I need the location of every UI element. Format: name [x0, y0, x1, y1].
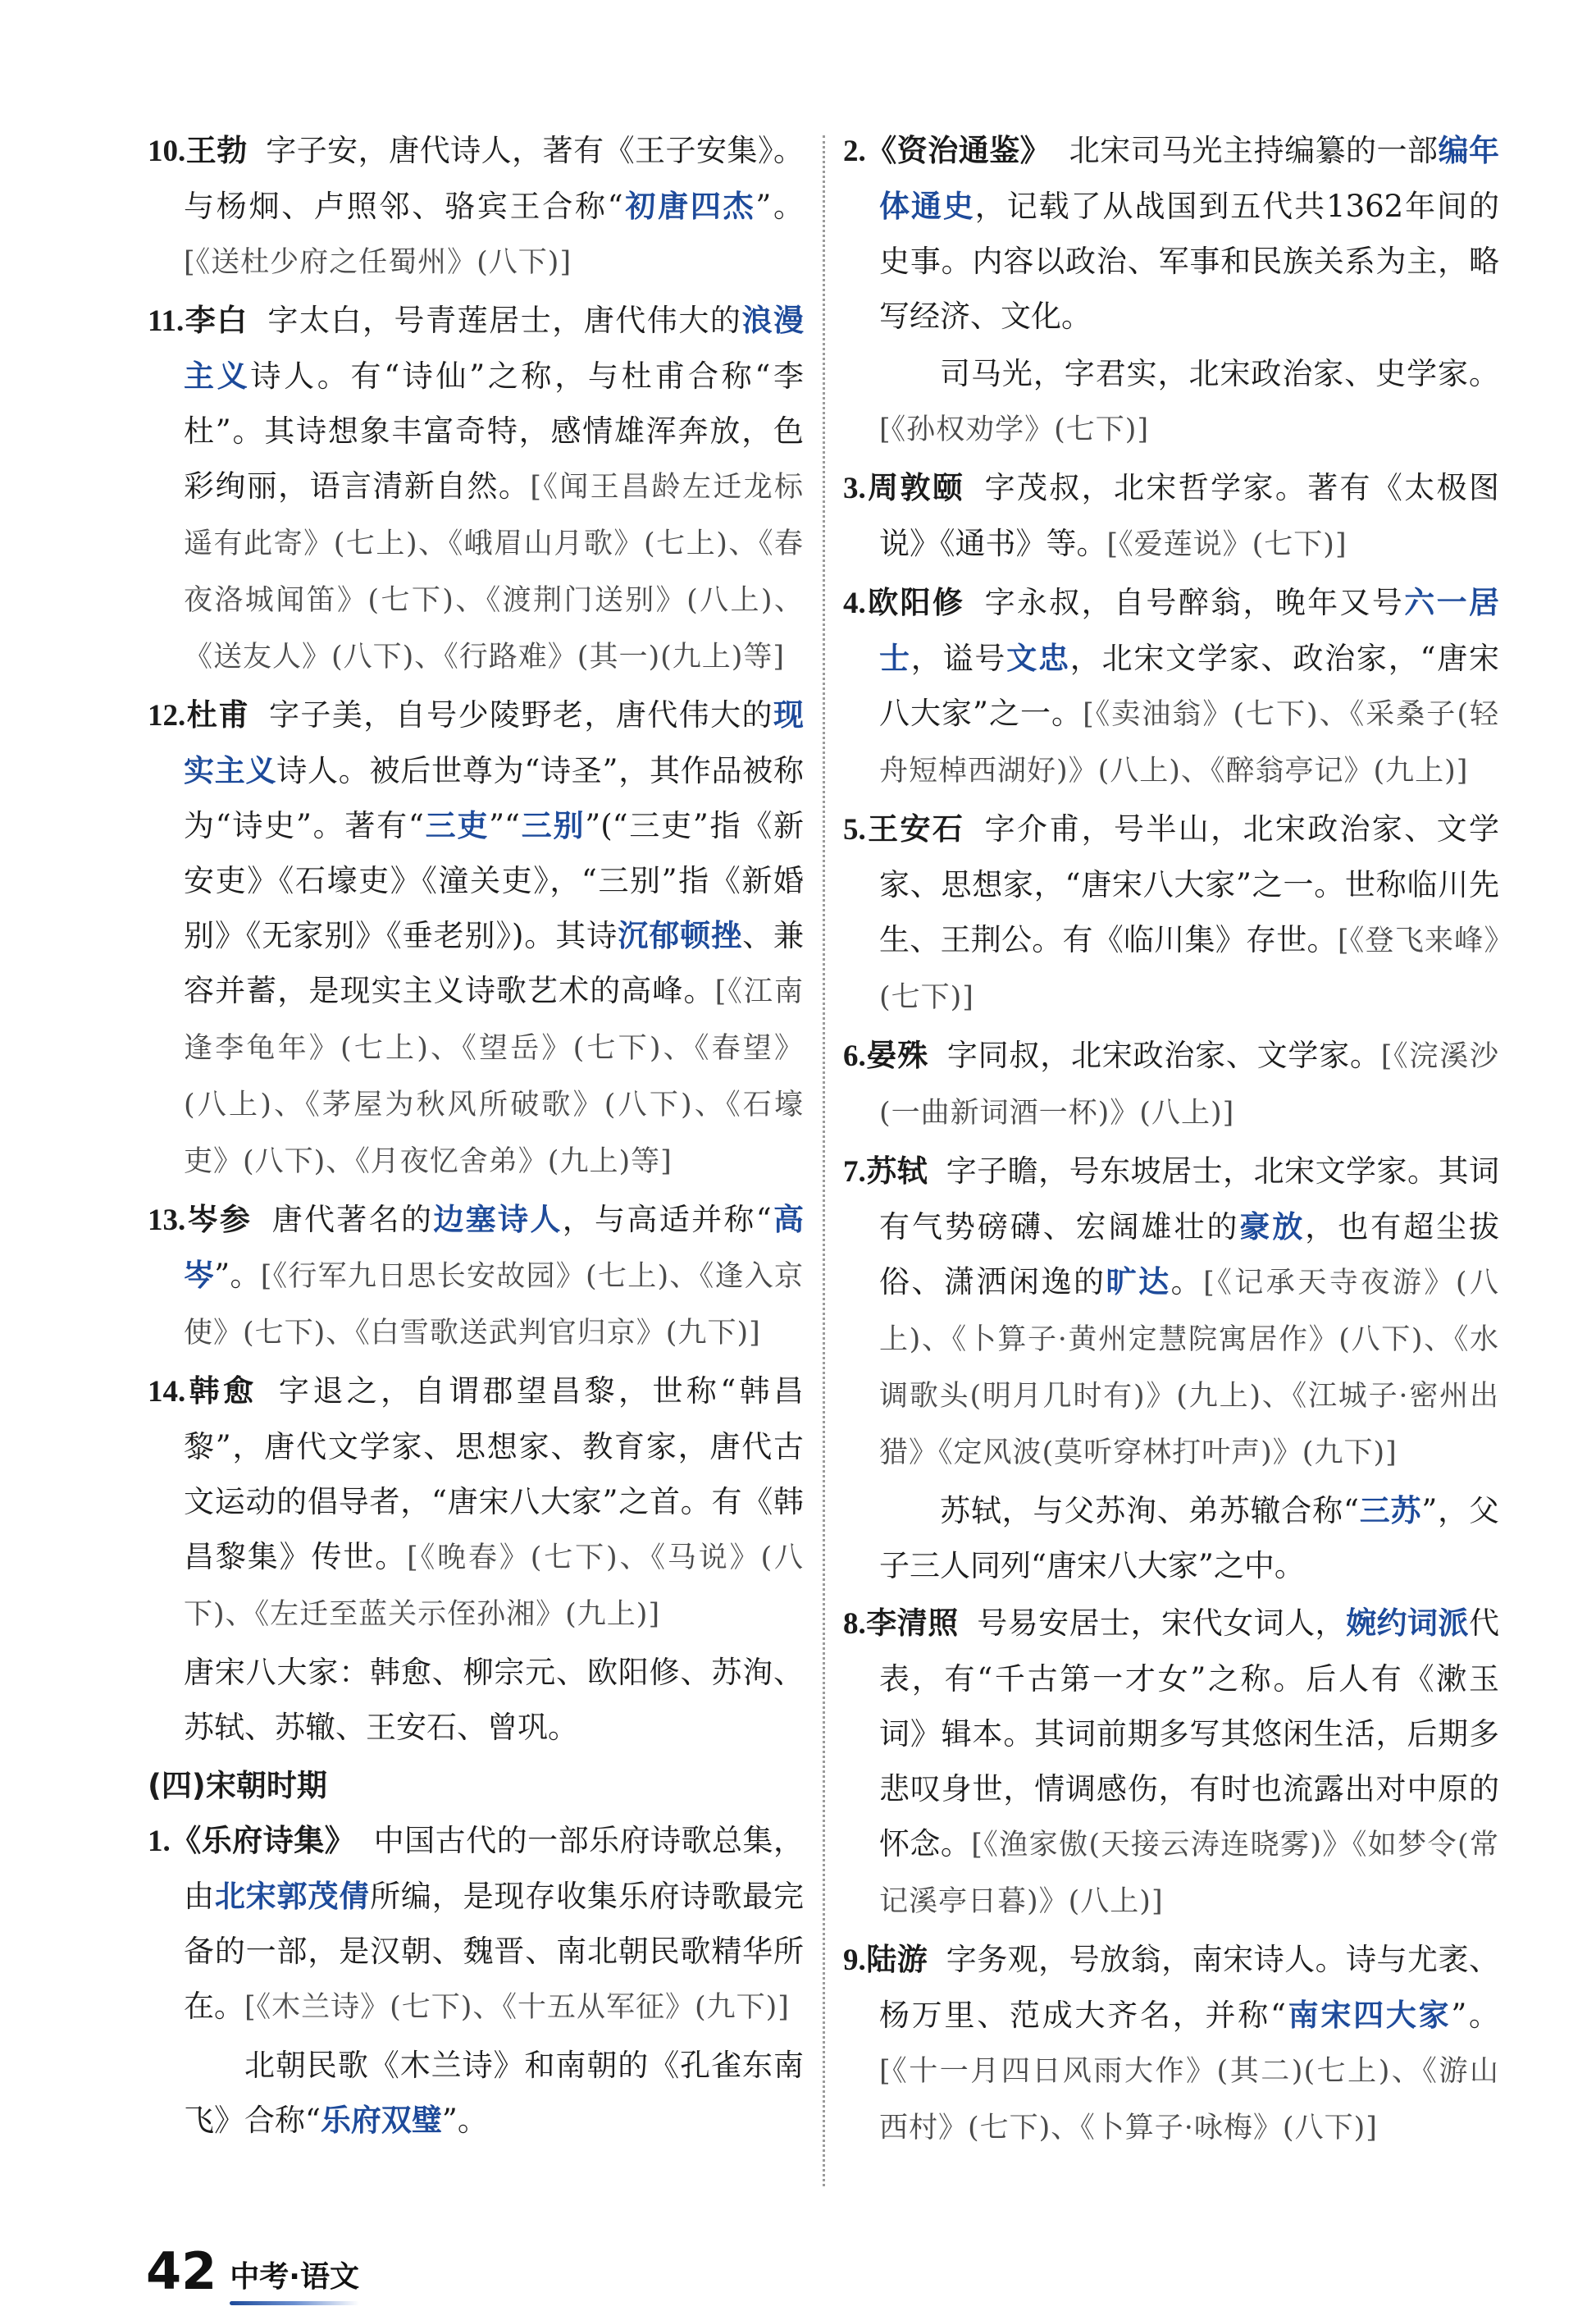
entry-name: 韩愈 — [185, 1373, 258, 1409]
page-number: 42 — [146, 2241, 217, 2301]
textbook-citation: [《浣溪沙(一曲新词酒一杯)》(八上)] — [879, 1040, 1500, 1130]
textbook-citation: [《送杜少府之任蜀州》(八下)] — [184, 246, 572, 279]
highlight-term: 三吏 — [423, 808, 490, 843]
highlight-term: 婉约词派 — [1346, 1605, 1470, 1641]
entry-name: 李清照 — [865, 1605, 959, 1641]
highlight-term: 豪放 — [1239, 1209, 1306, 1245]
textbook-citation: [《记承天寺夜游》(八上)、《卜算子·黄州定慧院寓居作》(八下)、《水调歌头(明月几时有)》(九上)、《江城子·密州出猎》《定风波(莫听穿林打叶声)》(九下)] — [879, 1267, 1500, 1469]
textbook-citation: [《晚春》(七下)、《马说》(八下)、《左迁至蓝关示侄孙湘》(九上)] — [184, 1541, 805, 1631]
highlight-term: 高岑 — [184, 1202, 805, 1293]
body-text: 中国古代的一部乐府诗歌总集，由 — [184, 1823, 805, 1914]
entry-item — [148, 293, 804, 685]
highlight-term: 现实主义 — [184, 697, 804, 788]
entry-name: 苏轼 — [865, 1153, 928, 1189]
entry-number: 7. — [843, 1155, 866, 1189]
textbook-citation: [《闻王昌龄左迁龙标遥有此寄》(七上)、《峨眉山月歌》(七上)、《春夜洛城闻笛》(七下)、《渡荆门送别》(八上)、《送友人》(八下)、《行路难》(其一)(九上)等] — [184, 471, 805, 674]
entry-number: 5. — [843, 813, 866, 847]
entry-item — [148, 1192, 804, 1361]
entry-item — [843, 575, 1499, 799]
body-text: ，记载了从战国到五代共1362年间的史事。内容以政治、军事和民族关系为主，略写经济、文化。 — [879, 189, 1499, 334]
body-text: 字茂叔，北宋哲学家。著有《太极图说》《通书》等。 — [879, 470, 1500, 561]
column-divider — [823, 135, 825, 2186]
entry-item — [148, 1813, 804, 2035]
highlight-term: 三别 — [519, 808, 586, 843]
highlight-term: 三苏 — [1358, 1493, 1422, 1528]
textbook-citation: [《行军九日思长安故园》(七上)、《逢入京使》(七下)、《白雪歌送武判官归京》(九下)] — [184, 1260, 804, 1350]
highlight-term: 乐府双璧 — [320, 2103, 442, 2138]
body-text: 字永叔，自号醉翁，晚年又号 — [983, 585, 1405, 620]
highlight-term: 浪漫主义 — [184, 303, 805, 394]
highlight-term: 文忠 — [1006, 641, 1070, 676]
body-text: 字子美，自号少陵野老，唐代伟大的 — [267, 697, 773, 733]
entry-name: 岑参 — [185, 1202, 253, 1237]
body-text: 字介甫，号半山，北宋政治家、文学家、思想家，“唐宋八大家”之一。世称临川先生、王荆公。有《临川集》存世。 — [879, 811, 1500, 957]
textbook-citation: [《孙权劝学》(七下)] — [879, 413, 1150, 446]
body-text: 苏轼，与父苏洵、弟苏辙合称“ — [940, 1493, 1359, 1528]
highlight-term: 边塞诗人 — [433, 1202, 563, 1237]
entry-name: 《资治通鉴》 — [865, 133, 1051, 168]
entry-number: 8. — [843, 1607, 866, 1641]
highlight-term: 六一居士 — [879, 585, 1500, 676]
entry-number: 14. — [148, 1375, 186, 1409]
body-text: 代表，有“千古第一才女”之称。后人有《漱玉词》辑本。其词前期多写其悠闲生活，后期多悲叹身世，情调感伤，有时也流露出对中原的怀念。 — [879, 1605, 1500, 1861]
entry-item — [843, 460, 1499, 573]
entry-number: 6. — [843, 1039, 866, 1073]
body-text: ”。 — [441, 2103, 488, 2138]
textbook-citation: [《渔家傲(天接云涛连晓雾)》《如梦令(常记溪亭日暮)》(八上)] — [879, 1829, 1500, 1918]
body-text: 字退之，自谓郡望昌黎，世称“韩昌黎”，唐代文学家、思想家、教育家，唐代古文运动的倡导者，“唐宋八大家”之首。有《韩昌黎集》传世。 — [184, 1373, 805, 1574]
textbook-citation: [《十一月四日风雨大作》(其二)(七上)、《游山西村》(七下)、《卜算子·咏梅》(八下)] — [879, 2055, 1499, 2144]
entry-name: 李白 — [184, 303, 249, 338]
body-text: 诗人。有“诗仙”之称，与杜甫合称“李杜”。其诗想象丰富奇特，感情雄浑奔放，色彩绚丽，语言清新自然。 — [184, 359, 805, 504]
book-title-label — [230, 2258, 359, 2297]
entry-number: 13. — [148, 1203, 186, 1237]
entry-number: 3. — [843, 472, 866, 505]
textbook-citation: [《登飞来峰》(七下)] — [879, 925, 1500, 1014]
entry-number: 2. — [843, 135, 866, 168]
highlight-term: 北宋郭茂倩 — [214, 1879, 371, 1914]
body-text: ，谥号 — [910, 641, 1007, 676]
entry-number: 9. — [843, 1943, 866, 1977]
body-text: 号易安居士，宋代女词人， — [976, 1605, 1347, 1641]
page-footer — [146, 2231, 359, 2301]
entry-number: 12. — [148, 699, 186, 733]
entry-number: 11. — [148, 304, 185, 338]
body-text: 字子瞻，号东坡居士，北宋文学家。其词有气势磅礴、宏阔雄壮的 — [879, 1153, 1500, 1245]
body-text: ”，父子三人同列“唐宋八大家”之中。 — [879, 1493, 1500, 1583]
entry-item — [843, 123, 1499, 344]
entry-item — [148, 687, 804, 1190]
body-text: ”“ — [489, 808, 520, 843]
highlight-term: 南宋四大家 — [1285, 1998, 1452, 2033]
entry-note — [843, 1483, 1499, 1593]
entry-item — [148, 123, 804, 290]
body-text: ，与高适并称“ — [562, 1202, 772, 1237]
section-heading: (四)宋朝时期 — [148, 1768, 327, 1803]
book-title-text: 中考·语文 — [230, 2260, 359, 2294]
entry-name: 周敦颐 — [865, 470, 965, 505]
body-text: 字同叔，北宋政治家、文学家。 — [946, 1038, 1381, 1073]
highlight-term: 编年体通史 — [879, 133, 1500, 224]
entry-number: 10. — [148, 135, 186, 168]
entry-name: 陆游 — [865, 1942, 928, 1977]
highlight-term: 沉郁顿挫 — [618, 918, 743, 953]
body-text: ”(“三吏”指《新安吏》《石壕吏》《潼关吏》，“三别”指《新婚别》《无家别》《垂老别》)。其诗 — [184, 808, 805, 953]
body-text: 北宋司马光主持编纂的一部 — [1069, 133, 1439, 168]
entry-item — [843, 1144, 1499, 1481]
entry-number: 1. — [148, 1825, 171, 1858]
body-text: 字太白，号青莲居士，唐代伟大的 — [266, 303, 742, 338]
body-text: 。 — [1170, 1264, 1204, 1299]
entry-item — [148, 1363, 804, 1642]
yuefu-note — [148, 2038, 804, 2148]
body-text: 唐代著名的 — [270, 1202, 434, 1237]
entry-name: 王安石 — [865, 811, 965, 847]
body-text: ”。 — [1451, 1998, 1500, 2033]
entry-name: 王勃 — [185, 133, 248, 168]
body-text: 北朝民歌《木兰诗》和南朝的《孔雀东南飞》合称“ — [184, 2048, 804, 2138]
entry-name: 晏殊 — [865, 1038, 929, 1073]
entry-item — [843, 802, 1499, 1025]
textbook-citation: [《爱莲说》(七下)] — [1106, 528, 1347, 561]
body-text: 字子安，唐代诗人，著有《王子安集》。与杨炯、卢照邻、骆宾王合称“ — [184, 133, 805, 224]
body-text: 诗人。被后世尊为“诗圣”，其作品被称为“诗史”。著有“ — [184, 753, 804, 843]
eight-masters-note: 唐宋八大家：韩愈、柳宗元、欧阳修、苏洵、苏轼、苏辙、王安石、曾巩。 — [184, 1655, 804, 1745]
body-text: ”。 — [214, 1258, 261, 1293]
body-text: 、兼容并蓄，是现实主义诗歌艺术的高峰。 — [184, 918, 805, 1008]
left-column — [148, 123, 804, 2148]
body-text: 所编，是现存收集乐府诗歌最完备的一部，是汉朝、魏晋、南北朝民歌精华所在。 — [184, 1879, 805, 2024]
entry-note — [843, 346, 1499, 458]
highlight-term: 初唐四杰 — [622, 189, 756, 224]
body-text: ，也有超尘拔俗、潇洒闲逸的 — [879, 1209, 1500, 1299]
body-text: ”。 — [755, 189, 805, 224]
entry-item — [843, 1596, 1499, 1930]
entry-item — [843, 1932, 1499, 2156]
entry-name: 《乐府诗集》 — [170, 1823, 356, 1858]
title-underline — [230, 2301, 359, 2305]
body-text: ，北宋文学家、政治家，“唐宋八大家”之一。 — [879, 641, 1500, 731]
body-text: 字务观，号放翁，南宋诗人。诗与尤袤、杨万里、范成大齐名，并称“ — [879, 1942, 1500, 2033]
entry-item — [843, 1028, 1499, 1141]
right-column — [843, 123, 1499, 2156]
entry-number: 4. — [843, 587, 866, 620]
highlight-term: 旷达 — [1106, 1264, 1171, 1299]
textbook-citation: [《卖油翁》(七下)、《采桑子(轻舟短棹西湖好)》(八上)、《醉翁亭记》(九上)] — [879, 698, 1499, 788]
entry-name: 杜甫 — [185, 697, 250, 733]
entry-name: 欧阳修 — [865, 585, 965, 620]
textbook-citation: [《江南逢李龟年》(七上)、《望岳》(七下)、《春望》(八上)、《茅屋为秋风所破歌》(八下)、《石壕吏》(八下)、《月夜忆舍弟》(九上)等] — [184, 975, 805, 1178]
textbook-citation: [《木兰诗》(七下)、《十五从军征》(九下)] — [244, 1991, 790, 2024]
body-text: 司马光，字君实，北宋政治家、史学家。 — [940, 356, 1499, 391]
